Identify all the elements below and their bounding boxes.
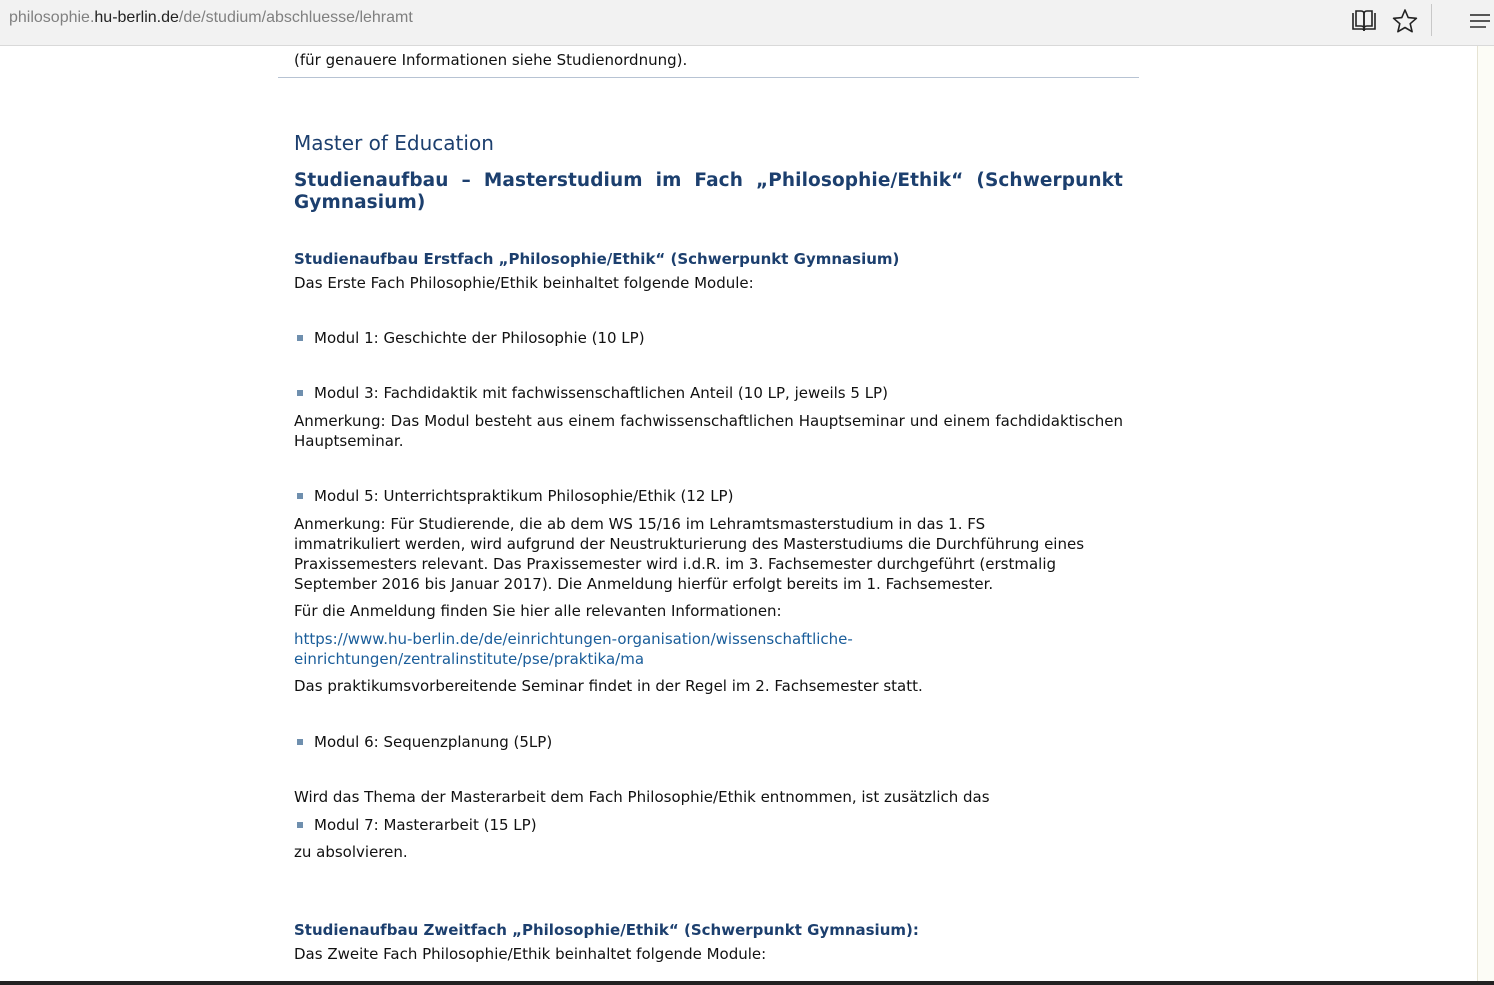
praktika-link-line-2[interactable]: einrichtungen/zentralinstitute/pse/praktika/ma (294, 650, 645, 668)
list-item-modul-1 (294, 328, 645, 348)
masterarbeit-text: Wird das Thema der Masterarbeit dem Fach Philosophie/Ethik entnommen, ist zusätzlich das (294, 788, 990, 806)
bottom-edge-bar (0, 981, 1494, 985)
modul-5-note-line-3: Praxissemesters relevant. Das Praxissemester wird i.d.R. im 3. Fachsemester durchgeführt (erstmalig (294, 555, 1057, 573)
section-divider (278, 77, 1139, 78)
modul-7-label: Modul 7: Masterarbeit (15 LP) (314, 816, 537, 834)
modul-6-label: Modul 6: Sequenzplanung (5LP) (314, 733, 553, 751)
toolbar-separator (1431, 4, 1432, 36)
list-item-modul-3 (294, 383, 888, 403)
top-fragment-text: (für genauere Informationen siehe Studienordnung). (294, 51, 688, 69)
address-bar (0, 0, 1494, 46)
modul-3-note: Anmerkung: Das Modul besteht aus einem fachwissenschaftlichen Hauptseminar und einem fachdidaktischen Hauptseminar. (294, 412, 1123, 450)
erstfach-intro: Das Erste Fach Philosophie/Ethik beinhaltet folgende Module: (294, 274, 754, 292)
list-item-modul-6 (294, 732, 552, 752)
praktika-link-line-1[interactable]: https://www.hu-berlin.de/de/einrichtungen-organisation/wissenschaftliche- (294, 630, 853, 648)
list-item-modul-7 (294, 815, 537, 835)
url-path: /de/studium/abschluesse/lehramt (178, 9, 413, 26)
bullet-icon (297, 335, 303, 341)
page-viewport (0, 46, 1477, 981)
modul-5-label: Modul 5: Unterrichtspraktikum Philosophie/Ethik (12 LP) (314, 487, 734, 505)
url-domain: hu-berlin.de (94, 9, 179, 26)
modul-1-label: Modul 1: Geschichte der Philosophie (10 LP) (314, 329, 645, 347)
praktika-link-continued[interactable] (294, 649, 1123, 669)
url-field[interactable] (9, 9, 413, 27)
menu-icon (1467, 10, 1493, 32)
book-icon (1350, 9, 1378, 33)
seminar-text: Das praktikumsvorbereitende Seminar findet in der Regel im 2. Fachsemester statt. (294, 677, 923, 695)
praktika-link[interactable] (294, 629, 1123, 649)
menu-button[interactable] (1464, 6, 1494, 36)
modul-5-note-line-4: September 2016 bis Januar 2017). Die Anmeldung hierfür erfolgt bereits im 1. Fachsemester. (294, 575, 994, 593)
favorite-button[interactable] (1389, 6, 1421, 36)
bullet-icon (297, 493, 303, 499)
scrollbar-track[interactable] (1477, 46, 1494, 981)
modul-3-label: Modul 3: Fachdidaktik mit fachwissenschaftlichen Anteil (10 LP, jeweils 5 LP) (314, 384, 888, 402)
star-icon (1392, 8, 1418, 34)
erstfach-heading: Studienaufbau Erstfach „Philosophie/Ethik“ (Schwerpunkt Gymnasium) (294, 250, 900, 268)
url-subdomain: philosophie. (9, 9, 95, 26)
bullet-icon (297, 822, 303, 828)
anmeldung-text: Für die Anmeldung finden Sie hier alle relevanten Informationen: (294, 602, 782, 620)
bullet-icon (297, 739, 303, 745)
modul-5-note-line-2: immatrikuliert werden, wird aufgrund der Neustrukturierung des Masterstudiums die Durchführung eines (294, 535, 1085, 553)
section-title: Master of Education (294, 131, 494, 155)
reading-view-button[interactable] (1348, 6, 1380, 36)
list-item-modul-5 (294, 486, 733, 506)
main-heading: Studienaufbau – Masterstudium im Fach „Philosophie/Ethik“ (Schwerpunkt Gymnasium) (294, 170, 1123, 213)
bullet-icon (297, 390, 303, 396)
zweitfach-intro: Das Zweite Fach Philosophie/Ethik beinhaltet folgende Module: (294, 945, 767, 963)
absolvieren-text: zu absolvieren. (294, 843, 408, 861)
zweitfach-heading: Studienaufbau Zweitfach „Philosophie/Ethik“ (Schwerpunkt Gymnasium): (294, 921, 919, 939)
modul-5-note-line-1: Anmerkung: Für Studierende, die ab dem WS 15/16 im Lehramtsmasterstudium in das 1. FS (294, 515, 986, 533)
